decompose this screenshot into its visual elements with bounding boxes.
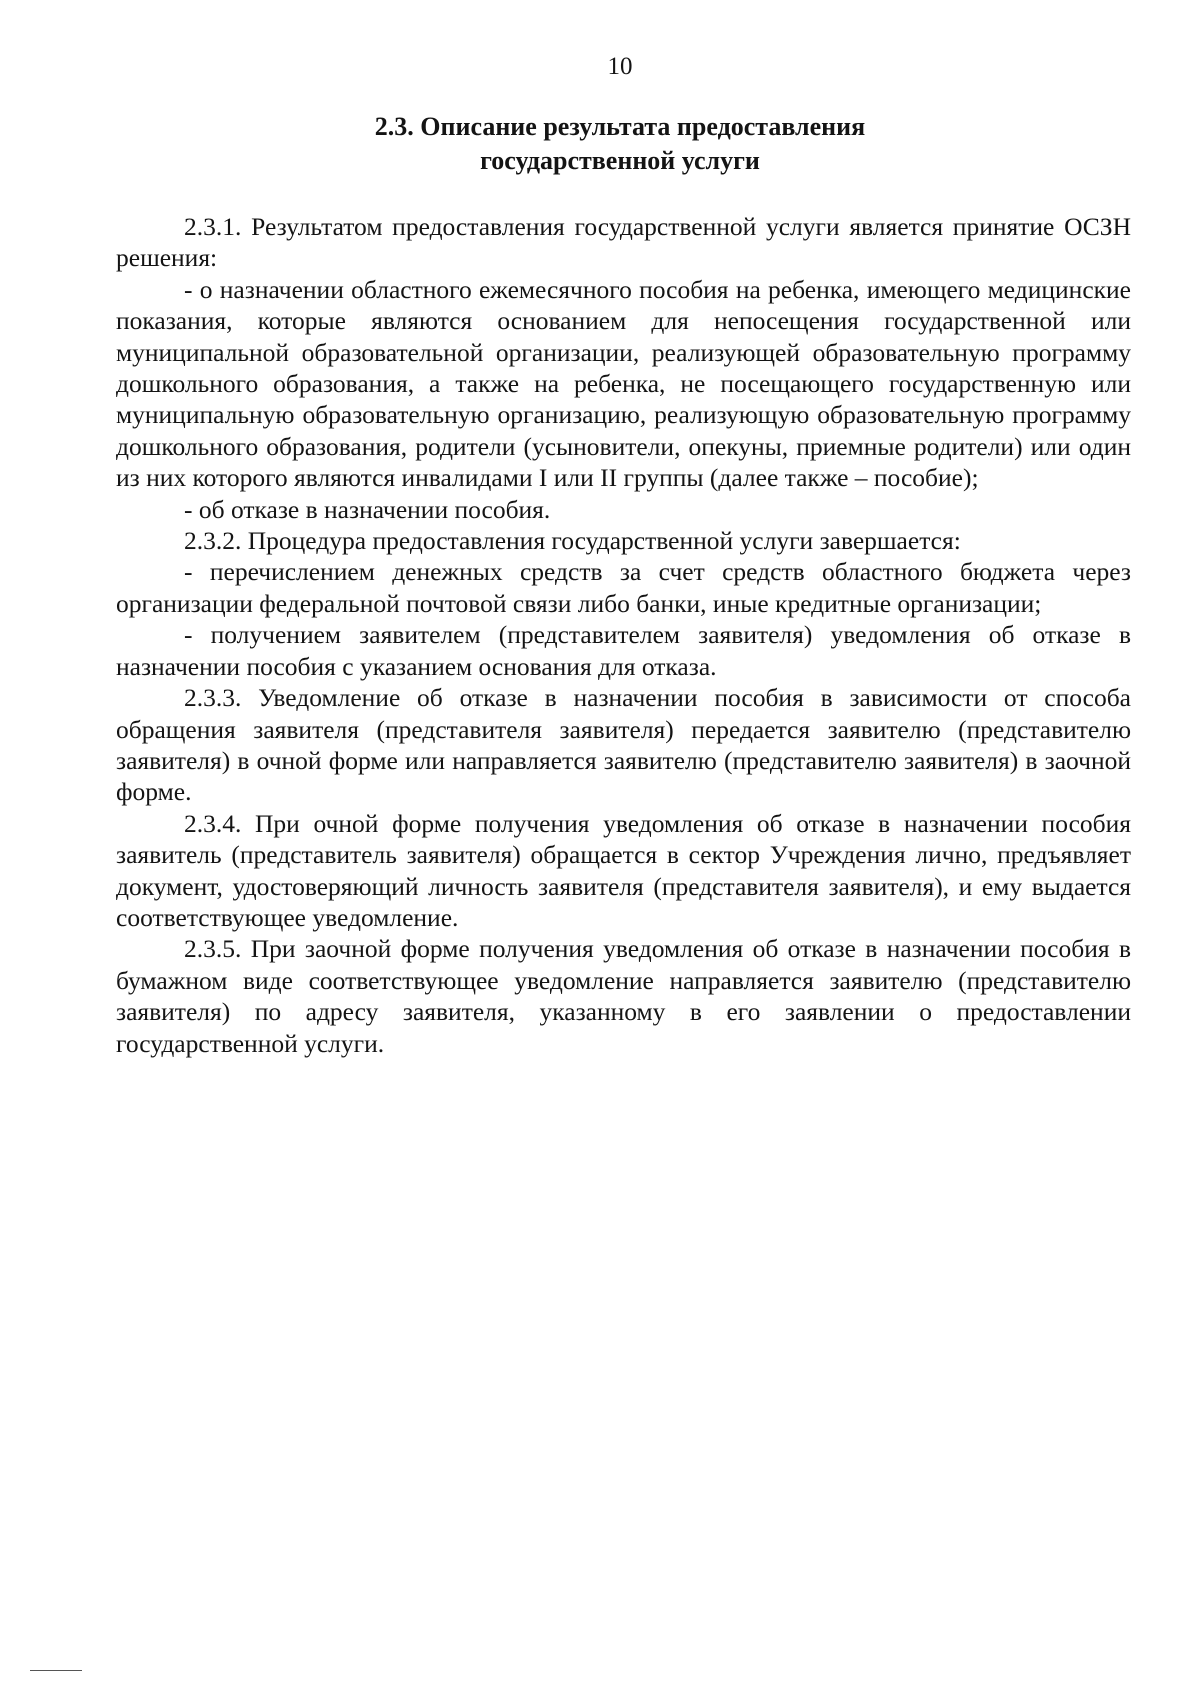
paragraph-2-3-3: 2.3.3. Уведомление об отказе в назначении пособия в зависимости от способа обращения заявителя (представителя заявителя) передается заявителю (представителю заявителя) в очной форме или направляется заявителю (представителю заявителя) в заочной форме.: [116, 683, 1131, 807]
paragraph-2-3-1: 2.3.1. Результатом предоставления государственной услуги является принятие ОСЗН решения:: [116, 212, 1131, 273]
section-heading-line-1: 2.3. Описание результата предоставления: [374, 112, 866, 141]
paragraph-2-3-4: 2.3.4. При очной форме получения уведомления об отказе в назначении пособия заявитель (представитель заявителя) обращается в сектор Учреждения лично, предъявляет документ, удостоверяющий личность заявителя (представителя заявителя), и ему выдается соответствующее уведомление.: [116, 808, 1131, 932]
section-heading: [0, 110, 1200, 178]
page-number: 10: [607, 53, 633, 80]
paragraph-decision-grant: - о назначении областного ежемесячного пособия на ребенка, имеющего медицинские показания, которые являются основанием для непосещения государственной или муниципальной образовательной организации, реализующей образовательную программу дошкольного образования, а также на ребенка, не посещающего государственную или муниципальную образовательную организацию, реализующую образовательную программу дошкольного образования, родители (усыновители, опекуны, приемные родители) или один из них которого являются инвалидами I или II группы (далее также – пособие);: [116, 274, 1131, 493]
paragraph-decision-refusal: - об отказе в назначении пособия.: [184, 494, 551, 524]
paragraph-2-3-5: 2.3.5. При заочной форме получения уведомления об отказе в назначении пособия в бумажном виде соответствующее уведомление направляется заявителю (представителю заявителя) по адресу заявителя, указанному в его заявлении о предоставлении государственной услуги.: [116, 934, 1131, 1058]
paragraph-completion-notice: - получением заявителем (представителем заявителя) уведомления об отказе в назначении пособия с указанием основания для отказа.: [116, 620, 1131, 681]
section-heading-line-2: государственной услуги: [480, 146, 760, 175]
footer-divider: [30, 1670, 82, 1671]
paragraph-2-3-2: 2.3.2. Процедура предоставления государственной услуги завершается:: [184, 526, 961, 556]
paragraph-completion-transfer: - перечислением денежных средств за счет средств областного бюджета через организации федеральной почтовой связи либо банки, иные кредитные организации;: [116, 557, 1131, 618]
document-body: [116, 211, 1131, 1059]
